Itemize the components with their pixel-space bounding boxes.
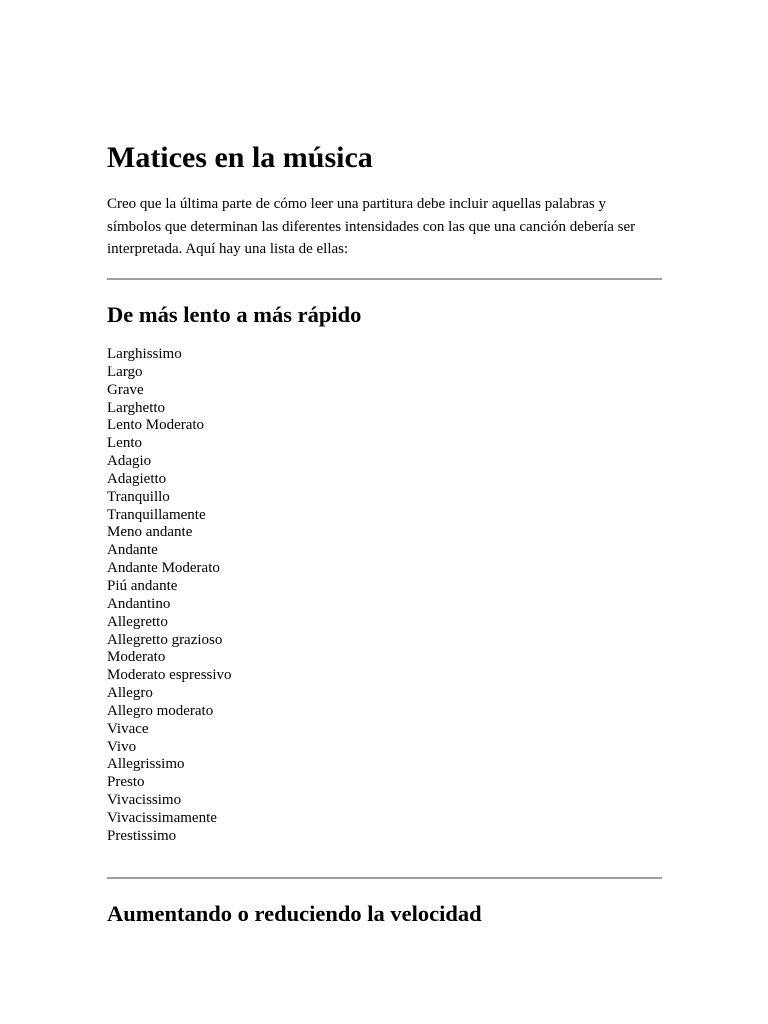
list-item: Grave [107,381,144,398]
list-item: Allegretto [107,613,168,630]
list-item: Andantino [107,595,171,612]
list-item: Vivacissimo [107,792,182,809]
list-item: Moderato [107,649,166,666]
list-item: Lento [107,435,142,452]
section-divider [107,877,662,879]
list-item: Allegretto grazioso [107,631,223,648]
list-item: Adagietto [107,470,167,487]
list-item: Andante [107,542,158,559]
list-item: Vivace [107,720,149,737]
list-item: Piú andante [107,577,178,594]
tempo-term-list [107,346,232,846]
list-item: Andante Moderato [107,560,220,577]
list-item: Tranquillo [107,488,170,505]
list-item: Allegro moderato [107,702,214,719]
intro-paragraph: Creo que la última parte de cómo leer una partitura debe incluir aquellas palabras y símbolos que determinan las diferentes intensidades con las que una canción debería ser interpretada. Aquí hay una lista de ellas: [107,196,636,257]
list-item: Larghissimo [107,346,182,362]
list-item: Vivo [107,738,137,755]
section-heading-tempo-order: De más lento a más rápido [107,302,362,327]
list-item: Vivacissimamente [107,809,217,826]
list-item: Prestissimo [107,827,177,844]
list-item: Allegrissimo [107,756,185,773]
list-item: Tranquillamente [107,506,206,523]
list-item: Adagio [107,453,152,470]
list-item: Largo [107,363,143,380]
page-title: Matices en la música [107,141,373,174]
section-divider [107,278,662,280]
section-heading-speed-change: Aumentando o reduciendo la velocidad [107,901,482,926]
list-item: Meno andante [107,524,193,541]
list-item: Lento Moderato [107,417,205,434]
list-item: Moderato espressivo [107,667,232,684]
list-item: Larghetto [107,399,166,416]
list-item: Presto [107,774,145,791]
list-item: Allegro [107,685,153,702]
